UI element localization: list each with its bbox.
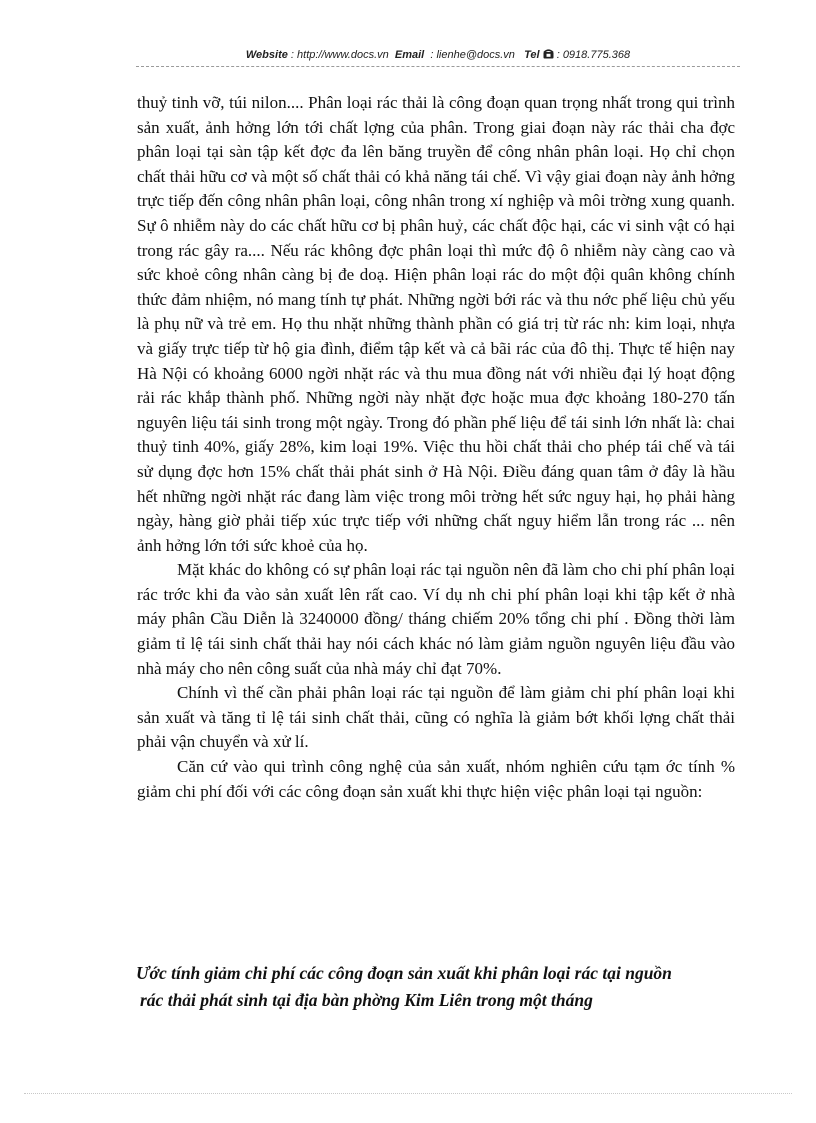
- tel-number: : 0918.775.368: [556, 49, 631, 61]
- paragraph-4: Căn cứ vào qui trình công nghệ của sản xuất, nhóm nghiên cứu tạm ớc tính % giảm chi phí đối với các công đoạn sản xuất khi thực hiện việc phân loại tại nguồn:: [137, 757, 735, 801]
- email-address[interactable]: : lienhe@docs.vn: [430, 49, 515, 61]
- header-divider: [136, 66, 740, 67]
- phone-icon: [543, 49, 554, 61]
- table-caption: [136, 960, 740, 1014]
- caption-line-1: Ước tính giảm chi phí các công đoạn sản xuất khi phân loại rác tại nguồn: [136, 963, 672, 983]
- footer-divider: [24, 1093, 792, 1094]
- paragraph-1: thuỷ tinh vỡ, túi nilon.... Phân loại rác thải là công đoạn quan trọng nhất trong qui trình sản xuất, ảnh hởng lớn tới chất lợng của phân. Trong giai đoạn này rác thải cha đợc phân loại tại sàn tập kết đợc đa lên băng truyền để công nhân phân loại. Họ chỉ chọn chất thải hữu cơ và một số chất thải có khả năng tái chế. Vì vậy giai đoạn này ảnh hởng trực tiếp đến công nhân phân loại, công nhân trong xí nghiệp và môi trờng xung quanh. Sự ô nhiễm này do các chất hữu cơ bị phân huỷ, các chất độc hại, các vi sinh vật có hại trong rác gây ra.... Nếu rác không đợc phân loại thì mức độ ô nhiễm này càng cao và sức khoẻ công nhân càng bị đe doạ. Hiện phân loại rác do một đội quân không chính thức đảm nhiệm, nó mang tính tự phát. Những ngời bới rác và thu nớc phế liệu chủ yếu là phụ nữ và trẻ em. Họ thu nhặt những thành phần có giá trị từ rác nh: kim loại, nhựa và giấy trực tiếp từ hộ gia đình, điểm tập kết và cả bãi rác của đô thị. Thực tế hiện nay Hà Nội có khoảng 6000 ngời nhặt rác và thu mua đồng nát với nhiều đại lý hoạt động rải rác khắp thành phố. Những ngời này nhặt đợc hoặc mua đợc khoảng 180-270 tấn nguyên liệu tái sinh trong một ngày. Trong đó phần phế liệu để tái sinh lớn nhất là: chai thuỷ tinh 40%, giấy 28%, kim loại 19%. Việc thu hồi chất thải cho phép tái chế và tái sử dụng đợc hơn 15% chất thải phát sinh ở Hà Nội. Điều đáng quan tâm ở đây là hầu hết những ngời nhặt rác đang làm việc trong môi trờng hết sức nguy hại, họ phải hàng ngày, hàng giờ phải tiếp xúc trực tiếp với những chất nguy hiểm lẫn trong rác ... nên ảnh hởng lớn tới sức khoẻ của họ.: [137, 93, 735, 555]
- email-label: Email: [394, 49, 425, 61]
- website-label: Website: [245, 49, 288, 61]
- document-body: [137, 91, 735, 804]
- website-url[interactable]: : http://www.docs.vn: [290, 49, 389, 61]
- tel-label: Tel: [524, 49, 540, 61]
- paragraph-3: Chính vì thế cần phải phân loại rác tại nguồn để làm giảm chi phí phân loại khi sản xuất và tăng tỉ lệ tái sinh chất thải, cũng có nghĩa là giảm bớt khối lợng chất thải phải vận chuyển và xử lí.: [137, 683, 735, 752]
- paragraph-2: Mặt khác do không có sự phân loại rác tại nguồn nên đã làm cho chi phí phân loại rác trớc khi đa vào sản xuất lên rất cao. Ví dụ nh chi phí phân loại khi tập kết ở nhà máy phân Cầu Diễn là 3240000 đồng/ tháng chiếm 20% tổng chi phí . Đồng thời làm giảm tỉ lệ tái sinh chất thải hay nói cách khác nó làm giảm nguồn nguyên liệu đầu vào nhà máy cho nên công suất của nhà máy chỉ đạt 70%.: [137, 560, 735, 678]
- caption-line-2: rác thải phát sinh tại địa bàn phờng Kim Liên trong một tháng: [140, 990, 593, 1010]
- page-header: [136, 47, 740, 63]
